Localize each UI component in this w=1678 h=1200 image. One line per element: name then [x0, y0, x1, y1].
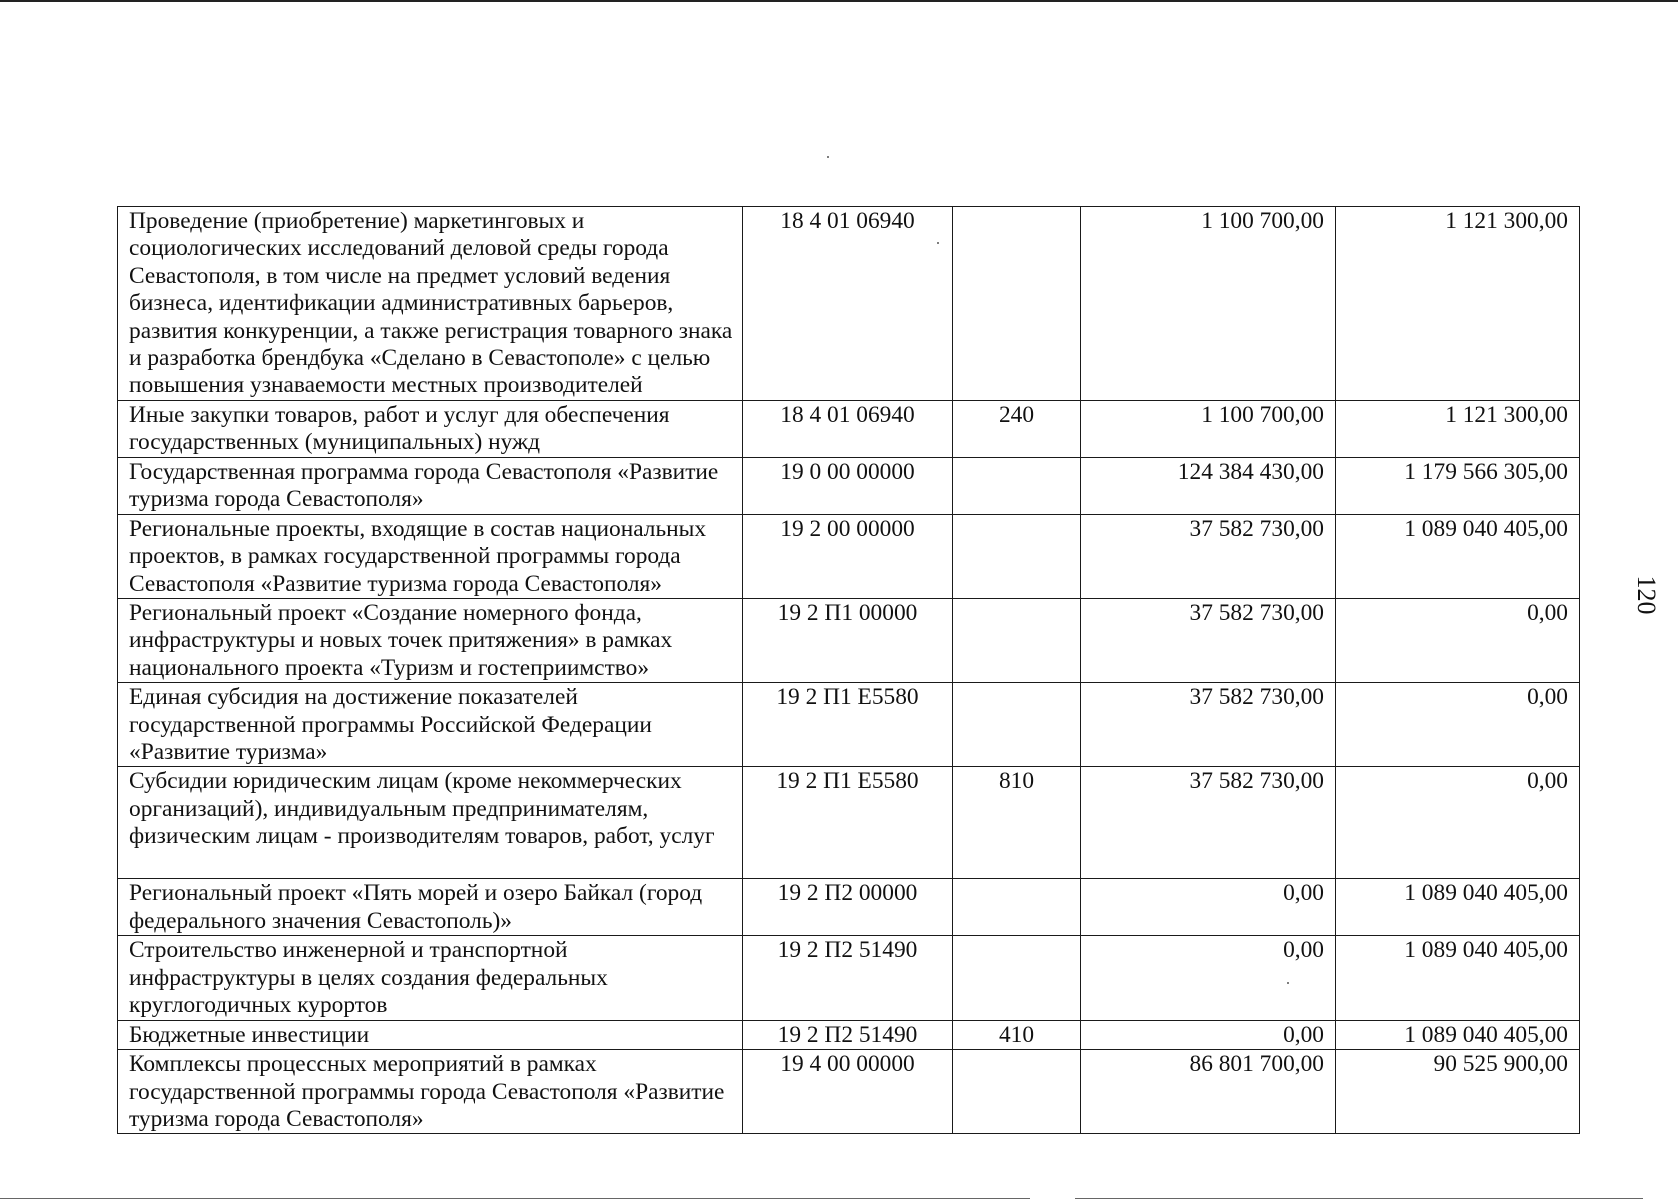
row-expense-type [953, 936, 1081, 1020]
budget-table [117, 206, 1580, 1134]
row-name: Проведение (приобретение) маркетинговых и социологических исследований деловой среды города Севастополя, в том числе на предмет условий ведения бизнеса, идентификации административных барьеров, развития конкуренции, а также регистрация товарного знака и разработка брендбука «Сделано в Севастополе» с целью повышения узнаваемости местных производителей [118, 207, 743, 401]
row-name: Строительство инженерной и транспортной инфраструктуры в целях создания федеральных круглогодичных курортов [118, 936, 743, 1020]
row-amount-2: 1 089 040 405,00 [1336, 936, 1580, 1020]
row-target-code: 18 4 01 06940 [743, 207, 953, 401]
row-amount-1: 1 100 700,00 [1081, 207, 1336, 401]
row-target-code: 19 2 П2 51490 [743, 1020, 953, 1049]
row-name: Комплексы процессных мероприятий в рамках государственной программы города Севастополя «Развитие туризма города Севастополя» [118, 1050, 743, 1134]
row-amount-2: 1 121 300,00 [1336, 207, 1580, 401]
row-amount-1: 124 384 430,00 [1081, 457, 1336, 514]
row-amount-2: 1 089 040 405,00 [1336, 879, 1580, 936]
row-amount-2: 1 089 040 405,00 [1336, 514, 1580, 598]
row-amount-1: 0,00 [1081, 936, 1336, 1020]
row-expense-type [953, 514, 1081, 598]
row-amount-1: 37 582 730,00 [1081, 599, 1336, 683]
row-expense-type [953, 457, 1081, 514]
page-number: 120 [1632, 575, 1661, 615]
table-row [118, 401, 1580, 458]
row-amount-2: 1 121 300,00 [1336, 401, 1580, 458]
row-name: Региональный проект «Создание номерного фонда, инфраструктуры и новых точек притяжения» в рамках национального проекта «Туризм и гостеприимство» [118, 599, 743, 683]
row-amount-1: 37 582 730,00 [1081, 767, 1336, 879]
row-amount-1: 0,00 [1081, 1020, 1336, 1049]
table-row [118, 683, 1580, 767]
scan-bottom-edge [1075, 1198, 1643, 1199]
table-row [118, 1020, 1580, 1049]
row-target-code: 19 4 00 00000 [743, 1050, 953, 1134]
row-amount-2: 0,00 [1336, 599, 1580, 683]
row-name: Государственная программа города Севастополя «Развитие туризма города Севастополя» [118, 457, 743, 514]
scan-bottom-edge [0, 1198, 1030, 1199]
scan-speck [827, 156, 829, 158]
row-name: Иные закупки товаров, работ и услуг для обеспечения государственных (муниципальных) нужд [118, 401, 743, 458]
row-target-code: 19 2 П1 00000 [743, 599, 953, 683]
row-name: Единая субсидия на достижение показателей государственной программы Российской Федерации «Развитие туризма» [118, 683, 743, 767]
row-expense-type: 410 [953, 1020, 1081, 1049]
table-row [118, 879, 1580, 936]
row-target-code: 19 2 П1 Е5580 [743, 767, 953, 879]
row-target-code: 19 0 00 00000 [743, 457, 953, 514]
row-expense-type [953, 879, 1081, 936]
table-row [118, 514, 1580, 598]
row-amount-1: 1 100 700,00 [1081, 401, 1336, 458]
row-amount-2: 1 089 040 405,00 [1336, 1020, 1580, 1049]
row-amount-1: 86 801 700,00 [1081, 1050, 1336, 1134]
row-amount-2: 90 525 900,00 [1336, 1050, 1580, 1134]
row-expense-type [953, 1050, 1081, 1134]
row-expense-type [953, 599, 1081, 683]
table-row [118, 936, 1580, 1020]
row-target-code: 19 2 П1 Е5580 [743, 683, 953, 767]
row-target-code: 19 2 П2 00000 [743, 879, 953, 936]
row-expense-type [953, 683, 1081, 767]
row-amount-2: 1 179 566 305,00 [1336, 457, 1580, 514]
row-expense-type: 810 [953, 767, 1081, 879]
row-amount-2: 0,00 [1336, 683, 1580, 767]
row-target-code: 19 2 00 00000 [743, 514, 953, 598]
row-expense-type: 240 [953, 401, 1081, 458]
row-name: Субсидии юридическим лицам (кроме некоммерческих организаций), индивидуальным предпринимателям, физическим лицам - производителям товаров, работ, услуг [118, 767, 743, 879]
table-row [118, 457, 1580, 514]
row-name: Региональный проект «Пять морей и озеро Байкал (город федерального значения Севастополь)» [118, 879, 743, 936]
row-amount-1: 37 582 730,00 [1081, 514, 1336, 598]
row-amount-2: 0,00 [1336, 767, 1580, 879]
scan-top-edge [0, 0, 1678, 2]
row-target-code: 18 4 01 06940 [743, 401, 953, 458]
row-name: Бюджетные инвестиции [118, 1020, 743, 1049]
table-row [118, 767, 1580, 879]
row-amount-1: 0,00 [1081, 879, 1336, 936]
row-target-code: 19 2 П2 51490 [743, 936, 953, 1020]
row-amount-1: 37 582 730,00 [1081, 683, 1336, 767]
table-row [118, 1050, 1580, 1134]
row-expense-type [953, 207, 1081, 401]
table-row [118, 599, 1580, 683]
row-name: Региональные проекты, входящие в состав национальных проектов, в рамках государственной программы города Севастополя «Развитие туризма города Севастополя» [118, 514, 743, 598]
table-row [118, 207, 1580, 401]
